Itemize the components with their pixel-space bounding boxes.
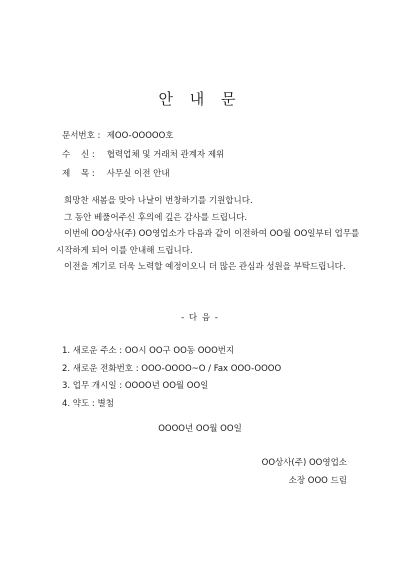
meta-value: 사무실 이전 안내 bbox=[106, 169, 170, 179]
sender-name: 소장 OOO 드림 bbox=[288, 476, 347, 486]
body-paragraphs bbox=[56, 193, 360, 276]
meta-value: 협력업체 및 거래처 관계자 제위 bbox=[106, 150, 225, 160]
meta-label: 문서번호 : bbox=[62, 131, 101, 141]
sender-block bbox=[262, 454, 347, 490]
document-meta bbox=[62, 127, 224, 184]
meta-row-recipient bbox=[62, 146, 224, 165]
meta-label: 제 목 : bbox=[62, 169, 95, 179]
body-paragraph: 희망찬 새봄을 맞아 나날이 번창하기를 기원합니다. bbox=[64, 196, 253, 206]
sender-organization: OO상사(주) OO영업소 bbox=[261, 458, 347, 468]
detail-list bbox=[62, 343, 281, 413]
body-paragraph: 이번에 OO상사(주) OO영업소가 다음과 같이 이전하여 OO월 OO일부터 업무를 시작하게 되어 이를 안내해 드립니다. bbox=[56, 229, 360, 256]
detail-item-phone: 2. 새로운 전화번호 : OOO-OOOO~O / Fax OOO-OOOO bbox=[62, 363, 282, 374]
meta-row-subject bbox=[62, 165, 224, 184]
document-title: 안 내 문 bbox=[158, 90, 242, 108]
detail-item-start-date: 3. 업무 개시일 : OOOO년 OO월 OO일 bbox=[62, 381, 209, 391]
detail-item-address: 1. 새로운 주소 : OO시 OO구 OO동 OOO번지 bbox=[62, 346, 235, 356]
detail-item-map: 4. 약도 : 별첨 bbox=[62, 398, 114, 409]
meta-value: 제OO-OOOOO호 bbox=[106, 131, 174, 141]
body-paragraph: 이전을 계기로 더욱 노력할 예정이오니 더 많은 관심과 성원을 부탁드립니다. bbox=[64, 262, 346, 272]
meta-row-doc-number bbox=[62, 127, 224, 146]
next-heading: - 다 음 - bbox=[181, 313, 219, 323]
body-paragraph: 그 동안 베풀어주신 후의에 깊은 감사를 드립니다. bbox=[64, 212, 248, 223]
document-date: OOOO년 OO월 OO일 bbox=[158, 424, 242, 434]
meta-label: 수 신 : bbox=[62, 150, 95, 160]
